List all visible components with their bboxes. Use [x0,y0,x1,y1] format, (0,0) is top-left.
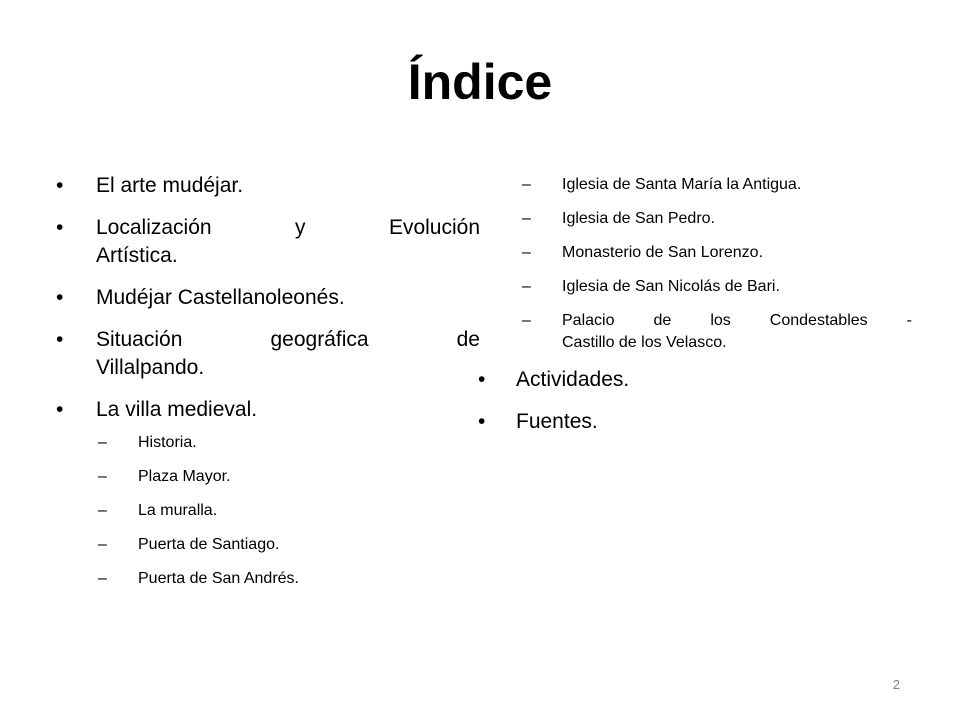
subitem-text: Puerta de Santiago. [138,536,280,553]
dash-icon: – [98,502,107,519]
bullet-icon: • [56,328,64,351]
sub-list-item [56,466,480,488]
subitem-text: Historia. [138,434,197,451]
dash-icon: – [522,210,531,227]
bullet-icon: • [56,174,64,197]
left-column [56,172,480,590]
list-item [56,214,480,270]
dash-icon: – [98,536,107,553]
sub-list-item [478,174,912,196]
sub-list-item [478,242,912,264]
item-text-line2: Villalpando. [96,356,205,379]
sub-list-item [478,310,912,354]
page-number: 2 [892,677,900,692]
item-text-line2: Artística. [96,244,178,267]
bullet-icon: • [478,410,486,433]
bullet-icon: • [478,368,486,391]
list-item [56,396,480,424]
dash-icon: – [522,244,531,261]
item-text: La villa medieval. [96,398,258,421]
sub-list-item [56,500,480,522]
list-item [56,326,480,382]
dash-icon: – [98,468,107,485]
subitem-text: Iglesia de San Nicolás de Bari. [562,278,780,295]
subitem-text-line1: Palacio de los Condestables - [562,312,912,329]
right-column [478,174,912,436]
list-item [56,172,480,200]
sub-list-item [478,276,912,298]
item-text: Fuentes. [516,410,598,433]
sub-list-item [478,208,912,230]
item-text: Actividades. [516,368,630,391]
sub-list-item [56,432,480,454]
list-item [478,366,912,394]
dash-icon: – [98,434,107,451]
bullet-icon: • [56,398,64,421]
item-text: El arte mudéjar. [96,174,244,197]
dash-icon: – [522,176,531,193]
sub-list-item [56,534,480,556]
subitem-text: Iglesia de San Pedro. [562,210,715,227]
dash-icon: – [522,278,531,295]
subitem-text: Plaza Mayor. [138,468,231,485]
list-item [478,408,912,436]
subitem-text: Iglesia de Santa María la Antigua. [562,176,802,193]
slide-title: Índice [407,54,553,110]
item-text-line1: Situación geográfica de [96,328,480,351]
subitem-text: Monasterio de San Lorenzo. [562,244,764,261]
dash-icon: – [522,312,531,329]
item-text-line1: Localización y Evolución [96,216,480,239]
list-item [56,284,480,312]
bullet-icon: • [56,216,64,239]
subitem-text: Puerta de San Andrés. [138,570,299,587]
dash-icon: – [98,570,107,587]
bullet-icon: • [56,286,64,309]
subitem-text-line2: Castillo de los Velasco. [562,334,727,351]
sub-list-item [56,568,480,590]
item-text: Mudéjar Castellanoleonés. [96,286,345,309]
subitem-text: La muralla. [138,502,218,519]
